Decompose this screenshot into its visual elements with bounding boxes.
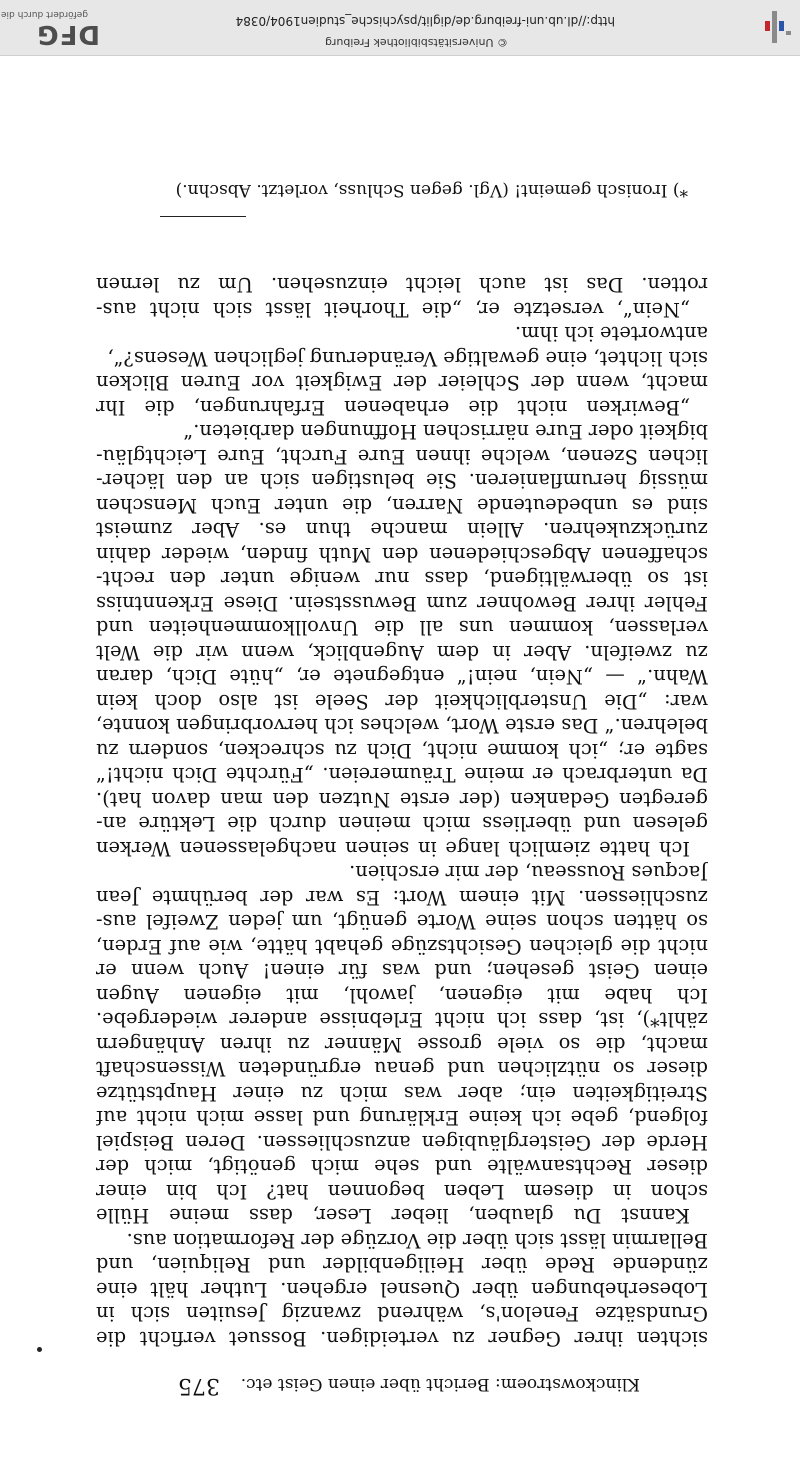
text-line: bigkeit oder Eure närrischen Hoffnungen darbieten.“ (183, 420, 708, 444)
text-line: Da unterbrach er meine Träumereien. „Fürchte Dich nicht!“ (96, 763, 708, 787)
dfg-logo: DFG (36, 19, 100, 49)
text-line: folgend, gebe ich keine Erklärung und lasse mich nicht auf (96, 1106, 708, 1130)
ub-freiburg-logo (754, 9, 794, 45)
text-line: dieser Rechtsanwälte und sehe mich genötigt, mich der (96, 1155, 708, 1179)
body-text (96, 272, 708, 1350)
ink-speck (37, 1347, 42, 1352)
text-line: sagte er; „ich komme nicht, Dich zu schrecken, sondern zu (96, 739, 708, 762)
text-line: sichten ihrer Gegner zu verteidigen. Bossuet verficht die (96, 1327, 708, 1350)
text-line: sind es unbedeutende Narren, die unter Euch Menschen (96, 494, 708, 517)
text-line: nicht die gleichen Gesichtszüge gehabt hätte, wie auf Erden, (96, 935, 708, 958)
text-line: rotten. Das ist auch leicht einzusehen. Um zu lernen (96, 273, 708, 297)
text-line: Wahn.“ — „Nein, nein!“ entgegnete er, „hüte Dich, daran (96, 665, 708, 689)
text-line: zu zweifeln. Aber in dem Augenblick, wenn wir die Welt (96, 641, 708, 664)
running-head: Klinckowstroem: Bericht über einen Geist etc. (240, 1374, 640, 1394)
text-line: Ich habe mit eigenen, jawohl, mit eigenen Augen (96, 984, 708, 1007)
text-line: Bellarmin lässt sich über die Vorzüge der Reformation aus. (126, 1229, 708, 1252)
text-line: zuschliessen. Mit einem Wort: Es war der berühmte Jean (96, 886, 708, 909)
text-line: Fehler ihrer Bewohner zum Bewusstsein. Diese Erkenntniss (96, 592, 708, 615)
text-line: so hätten schon seine Worte genügt, um jeden Zweifel aus- (96, 910, 708, 934)
text-line: schaffenen Abgeschiedenen den Muth finden, wieder dahin (96, 543, 708, 566)
footnote: *) Ironisch gemeint! (Vgl. gegen Schluss, vorletzt. Abschn.) (175, 180, 688, 200)
text-line: war: „Die Unsterblichkeit der Seele ist also doch kein (96, 690, 708, 713)
text-line: geregten Gedanken (der erste Nutzen den man davon hat). (96, 788, 708, 811)
text-line: antwortete ich ihm. (514, 322, 708, 346)
text-line: Grundsätze Fenelon's, während zwanzig Jesuiten sich in (96, 1302, 708, 1326)
text-line: Kannst Du glauben, lieber Leser, dass meine Hülle (96, 1204, 690, 1228)
text-line: belehren.“ Das erste Wort, welches ich hervorbringen konnte, (96, 714, 708, 738)
text-line: macht, wenn der Schleier der Ewigkeit vor Euren Blicken (96, 371, 708, 395)
text-line: „Nein“, versetzte er, „die Thorheit lässt sich nicht aus- (96, 298, 690, 321)
copyright-credit: © Universitätsbibliothek Freiburg (325, 36, 508, 49)
text-line: macht, die so viele grosse Männer zu ihren Anhängern (96, 1033, 708, 1056)
text-line: Jacques Rousseau, der mir erschien. (349, 861, 708, 885)
text-line: zündende Rede über Heiligenbilder und Reliquien, und (96, 1253, 708, 1277)
footnote-divider (160, 216, 246, 217)
text-line: müssig herumflanieren. Sie belustigen sich an den lächer- (96, 469, 708, 493)
dfg-sponsor-note: gefördert durch die (1, 9, 88, 19)
text-line: sich lichtet, eine gewaltige Veränderung jeglichen Wesens?“, (107, 347, 708, 370)
library-banner (0, 0, 800, 56)
text-line: einen Geist gesehen; und was für einen! Auch wenn er (96, 959, 708, 983)
text-line: lichen Szenen, welche ihnen Eure Furcht, Eure Leichtgläu- (96, 445, 708, 468)
text-line: ist so überwältigend, dass nur wenige unter den recht- (96, 567, 708, 591)
text-line: Ich hatte ziemlich lange in seinen nachgelassenen Werken (96, 837, 690, 860)
text-line: „Bewirken nicht die erhabenen Erfahrungen, die Ihr (96, 396, 690, 419)
text-line: zurückzukehren. Allein manche thun es. Aber zumeist (96, 518, 708, 542)
source-url-link[interactable]: http://dl.ub.uni-freiburg.de/diglit/psychische_studien1904/0384 (235, 14, 615, 28)
text-line: schon in diesem Leben begonnen hat? Ich bin einer (96, 1180, 708, 1203)
text-line: verlassen, kommen uns all die Unvollkommenheiten und (96, 616, 708, 640)
text-line: Herde der Geistergläubigen anzuschliessen. Deren Beispiel (96, 1131, 708, 1154)
text-line: Streitigkeiten ein; aber was mich zu einer Hauptstütze (96, 1082, 708, 1105)
page-number: 375 (178, 1373, 220, 1398)
page-header (100, 1368, 710, 1398)
text-line: gelesen und überliess mich meinen durch die Lektüre an- (96, 812, 708, 836)
text-line: Lobeserhebungen über Quesnel ergehen. Luther hält eine (96, 1278, 708, 1301)
text-line: zählt*), ist, dass ich nicht Erlebnisse anderer wiedergebe. (96, 1008, 708, 1032)
text-line: dieser so nützlichen und genau ergründeten Wissenschaft (96, 1057, 708, 1081)
